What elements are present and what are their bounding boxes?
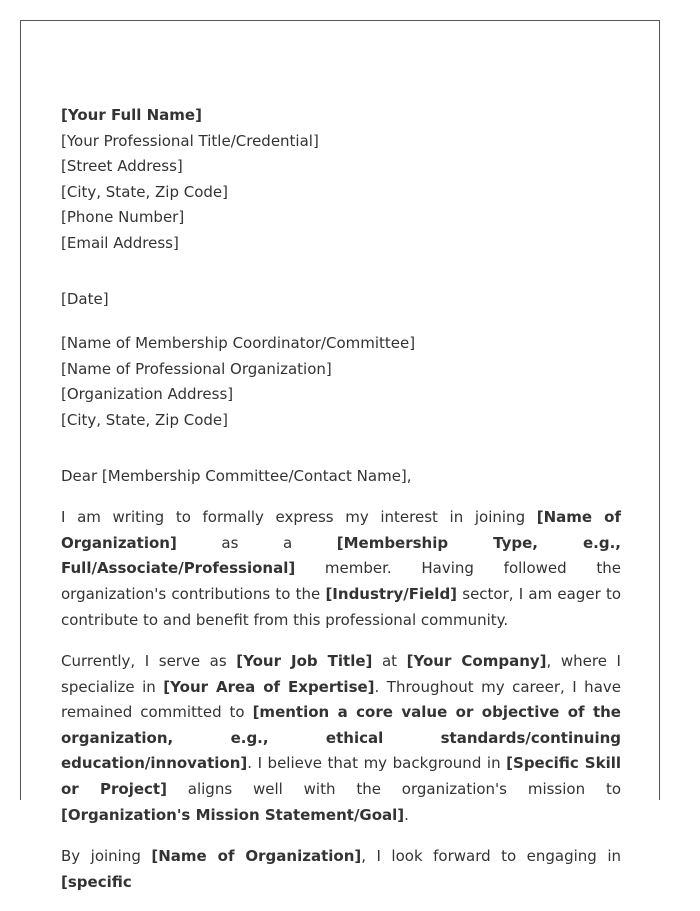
letter-content xyxy=(61,103,621,911)
recipient-address: [Organization Address] xyxy=(61,385,234,404)
paragraph-text: as a xyxy=(176,533,337,552)
placeholder-company: [Your Company] xyxy=(406,652,547,671)
paragraph-background xyxy=(61,649,621,828)
placeholder-core-value: [mention a core value or objective of the organization, e.g., ethical standards/continuing education/innovation] xyxy=(61,703,621,773)
paragraph-text: , I look forward to engaging in xyxy=(361,847,621,866)
placeholder-industry: [Industry/Field] xyxy=(325,584,458,603)
sender-name: [Your Full Name] xyxy=(61,106,202,124)
paragraph-text: By joining xyxy=(61,847,152,866)
placeholder-organization: [Name of Organization] xyxy=(151,847,362,866)
paragraph-text: member. Having followed the organization's contributions to the xyxy=(61,559,621,603)
recipient-block xyxy=(61,331,621,433)
paragraph-text: aligns well with the organization's mission to xyxy=(166,780,621,799)
placeholder-job-title: [Your Job Title] xyxy=(236,652,373,671)
paragraph-text: sector, I am eager to contribute to and benefit from this professional community. xyxy=(61,584,621,629)
paragraph-text: , where I specialize in xyxy=(61,652,621,696)
sender-phone: [Phone Number] xyxy=(61,208,185,227)
paragraph-text: . I believe that my background in xyxy=(247,754,507,773)
sender-title: [Your Professional Title/Credential] xyxy=(61,131,319,150)
sender-block xyxy=(61,103,621,257)
placeholder-expertise: [Your Area of Expertise] xyxy=(163,677,375,696)
paragraph-text: . Throughout my career, I have remained committed to xyxy=(61,677,621,722)
placeholder-membership-type: [Membership Type, e.g., Full/Associate/Professional] xyxy=(61,533,621,578)
recipient-city: [City, State, Zip Code] xyxy=(61,410,229,429)
recipient-name: [Name of Membership Coordinator/Committee] xyxy=(61,334,416,353)
letter-date: [Date] xyxy=(61,289,109,308)
paragraph-text: Currently, I serve as xyxy=(61,652,237,671)
paragraph-joining xyxy=(61,844,621,895)
paragraph-text: I am writing to formally express my interest in joining xyxy=(61,508,537,527)
placeholder-organization: [Name of Organization] xyxy=(61,508,621,552)
letter-page xyxy=(20,20,660,891)
sender-email: [Email Address] xyxy=(61,233,179,252)
placeholder-specific: [specific xyxy=(61,872,132,891)
recipient-organization: [Name of Professional Organization] xyxy=(61,359,332,378)
sender-street: [Street Address] xyxy=(61,157,183,176)
paragraph-text: . xyxy=(404,805,409,824)
placeholder-skill: [Specific Skill or Project] xyxy=(61,754,621,799)
placeholder-mission: [Organization's Mission Statement/Goal] xyxy=(61,805,405,824)
salutation: Dear [Membership Committee/Contact Name], xyxy=(61,466,412,485)
sender-city: [City, State, Zip Code] xyxy=(61,182,229,201)
paragraph-interest xyxy=(61,505,621,633)
paragraph-text: at xyxy=(372,652,407,671)
